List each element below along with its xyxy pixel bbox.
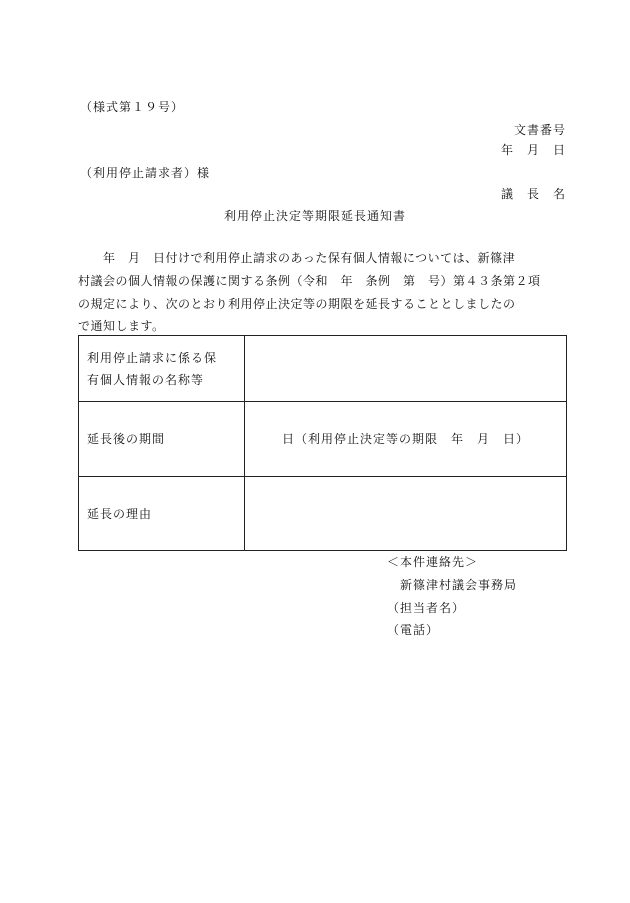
table-row [79, 336, 567, 402]
document-number-label: 文書番号 [513, 123, 566, 137]
body-line-4: で通知します。 [78, 319, 165, 333]
body-line-1: 年 月 日付けで利用停止請求のあった保有個人情報については、新篠津 [78, 251, 516, 265]
label-line: 有個人情報の名称等 [87, 372, 205, 387]
addressee: （利用停止請求者）様 [80, 166, 211, 180]
contact-phone: （電話） [387, 623, 440, 637]
date-line: 年 月 日 [500, 143, 566, 157]
contact-heading: ＜本件連絡先＞ [387, 555, 479, 569]
contact-office: 新篠津村議会事務局 [400, 578, 518, 592]
document-title: 利用停止決定等期限延長通知書 [223, 209, 406, 223]
body-line-3: の規定により、次のとおり利用停止決定等の期限を延長することとしましたの [78, 297, 516, 311]
contact-person: （担当者名） [387, 601, 466, 615]
form-number: （様式第１９号） [80, 100, 185, 114]
table-value-cell [245, 477, 567, 551]
table-row [79, 477, 567, 551]
table-label-cell: 延長後の期間 [79, 402, 245, 477]
table-value-cell [245, 336, 567, 402]
table-row [79, 402, 567, 477]
table-label-cell [79, 336, 245, 402]
table-value-cell: 日（利用停止決定等の期限 年 月 日） [245, 402, 567, 477]
sender-name: 議 長 名 [500, 187, 566, 201]
info-table [78, 335, 567, 551]
table-label-cell: 延長の理由 [79, 477, 245, 551]
label-line: 利用停止請求に係る保 [87, 350, 218, 365]
body-line-2: 村議会の個人情報の保護に関する条例（令和 年 条例 第 号）第４３条第２項 [78, 274, 541, 288]
